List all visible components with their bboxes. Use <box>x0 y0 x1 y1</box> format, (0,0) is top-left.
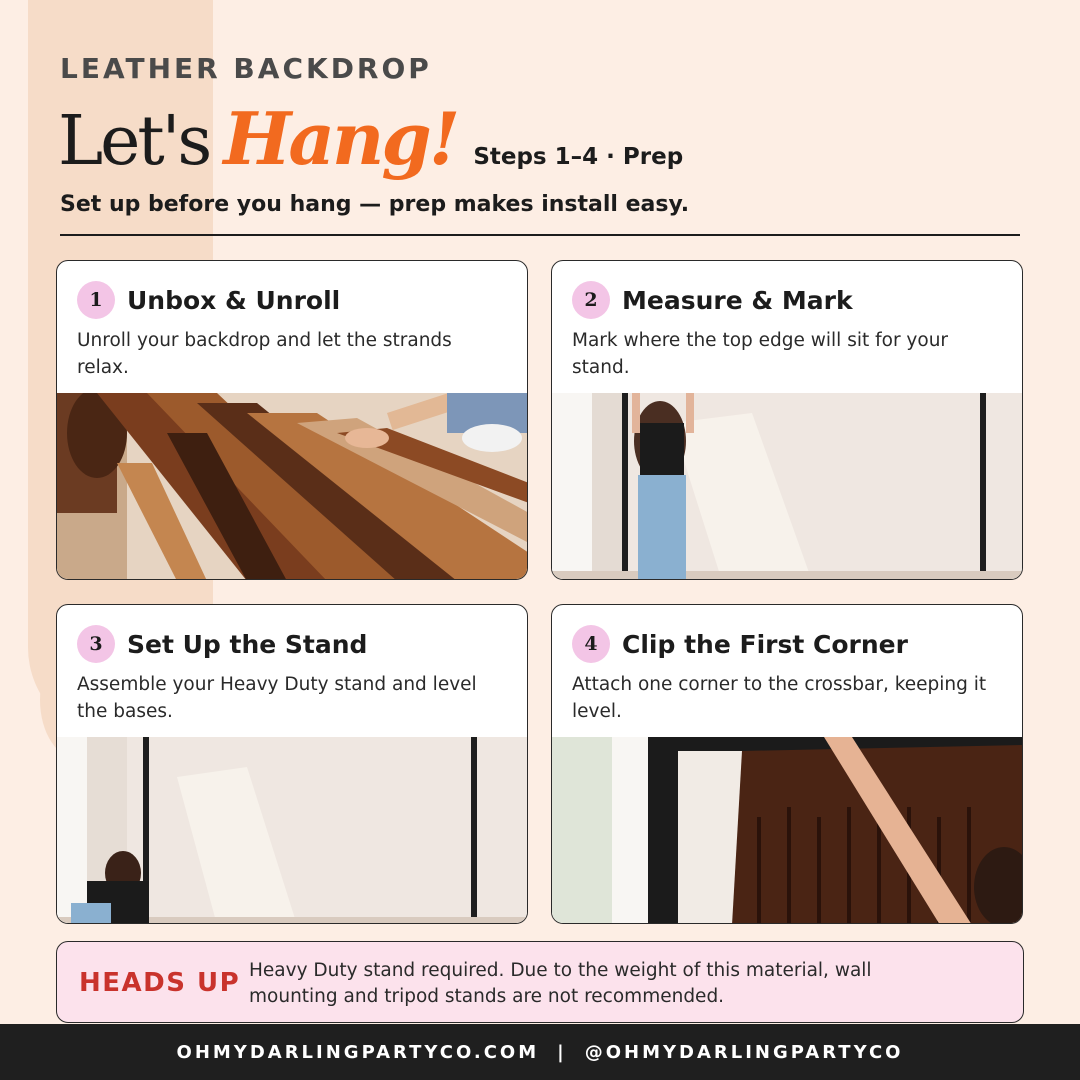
step-number-badge: 4 <box>572 625 610 663</box>
step-title: Clip the First Corner <box>622 629 908 659</box>
footer-website: OHMYDARLINGPARTYCO.COM <box>176 1041 540 1063</box>
divider <box>60 234 1020 236</box>
step-title: Set Up the Stand <box>127 629 368 659</box>
title-hang: Hang! <box>223 96 458 181</box>
steps-label: Steps 1–4 · Prep <box>473 144 684 170</box>
step-description: Assemble your Heavy Duty stand and level the bases. <box>77 674 477 722</box>
step-title: Unbox & Unroll <box>127 285 341 315</box>
alert-text: Heavy Duty stand required. Due to the weight of this material, wall mounting and tripod stands are not recommended. <box>249 960 872 1007</box>
step-number-badge: 3 <box>77 625 115 663</box>
step-card-3 <box>56 604 528 924</box>
footer-bar <box>0 1024 1080 1080</box>
page-title <box>58 96 683 181</box>
step-card-2 <box>551 260 1023 580</box>
step-photo-clip <box>552 737 1023 924</box>
step-number-badge: 1 <box>77 281 115 319</box>
step-description: Unroll your backdrop and let the strands relax. <box>77 330 452 378</box>
step-card-1 <box>56 260 528 580</box>
alert-label: HEADS UP <box>79 968 241 998</box>
footer-handle: @OHMYDARLINGPARTYCO <box>584 1041 904 1063</box>
title-lets: Let's <box>58 102 210 181</box>
footer-separator: | <box>557 1041 567 1063</box>
heads-up-banner <box>56 941 1024 1023</box>
eyebrow-label: LEATHER BACKDROP <box>60 52 432 85</box>
step-title: Measure & Mark <box>622 285 853 315</box>
step-description: Attach one corner to the crossbar, keeping it level. <box>572 674 987 722</box>
step-photo-unroll <box>57 393 528 580</box>
step-photo-stand <box>57 737 528 924</box>
step-description: Mark where the top edge will sit for your stand. <box>572 330 949 378</box>
step-photo-measure <box>552 393 1023 580</box>
step-card-4 <box>551 604 1023 924</box>
step-number-badge: 2 <box>572 281 610 319</box>
tagline: Set up before you hang — prep makes install easy. <box>60 192 690 217</box>
